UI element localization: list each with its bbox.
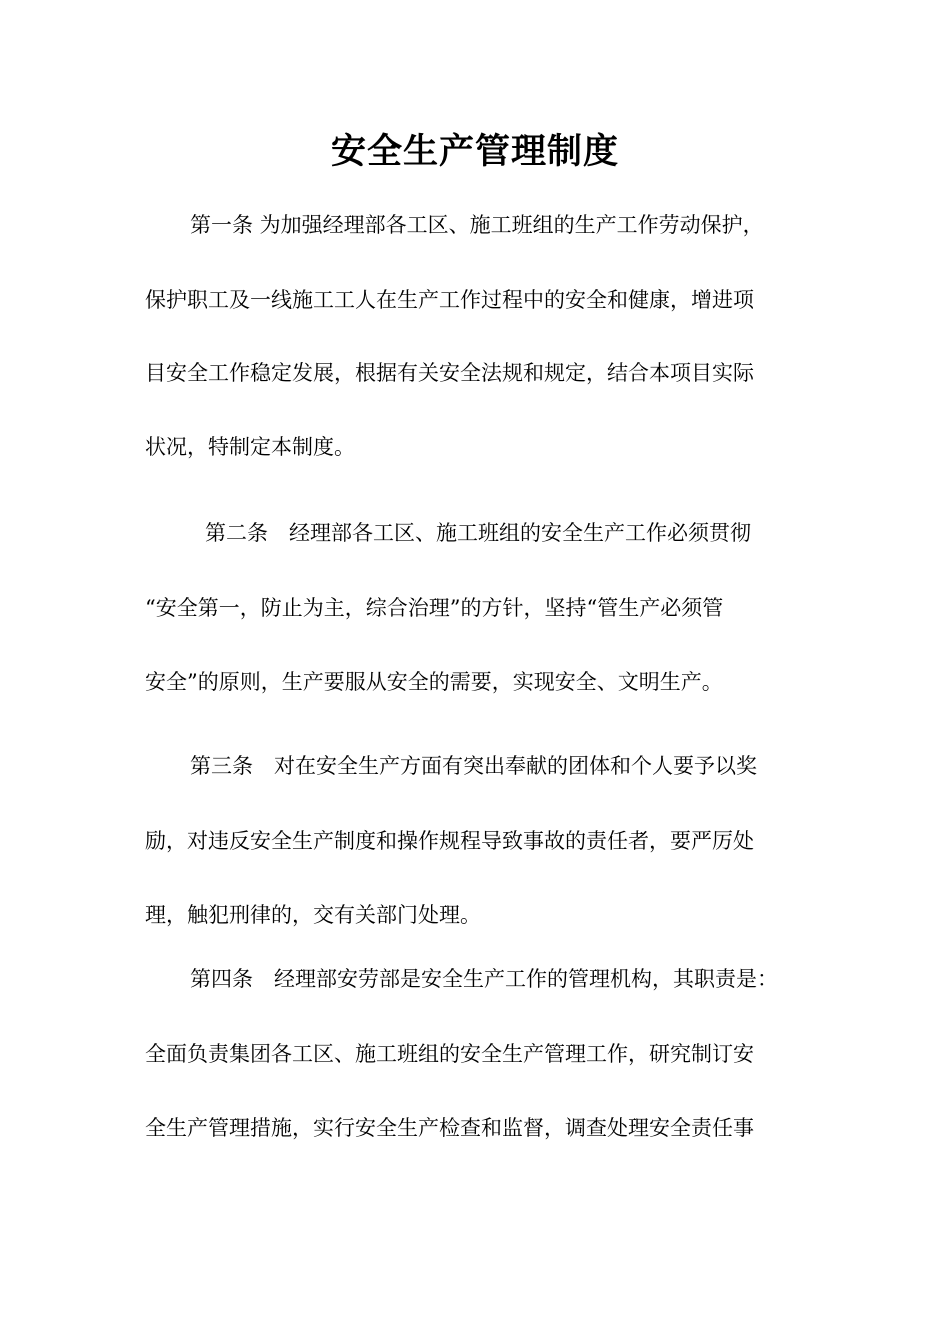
article-4-line-2: 全面负责集团各工区、施工班组的安全生产管理工作，研究制订安 xyxy=(145,1042,754,1066)
article-3-line-2: 励，对违反安全生产制度和操作规程导致事故的责任者，要严厉处 xyxy=(145,829,754,853)
article-1-line-1: 第一条 为加强经理部各工区、施工班组的生产工作劳动保护， xyxy=(190,213,764,237)
document-title: 安全生产管理制度 xyxy=(330,132,619,172)
article-2-line-2: “安全第一，防止为主，综合治理”的方针，坚持“管生产必须管 xyxy=(145,596,724,620)
article-4-line-3: 全生产管理措施，实行安全生产检查和监督，调查处理安全责任事 xyxy=(145,1116,754,1140)
article-3-line-1: 第三条 对在安全生产方面有突出奉献的团体和个人要予以奖 xyxy=(190,754,757,778)
article-4-line-1: 第四条 经理部安劳部是安全生产工作的管理机构，其职责是： xyxy=(190,967,778,991)
article-2-line-3: 安全”的原则，生产要服从安全的需要，实现安全、文明生产。 xyxy=(145,670,723,694)
article-1-line-3: 目安全工作稳定发展，根据有关安全法规和规定，结合本项目实际 xyxy=(145,361,754,385)
article-2-line-1: 第二条 经理部各工区、施工班组的安全生产工作必须贯彻 xyxy=(205,521,751,545)
article-3-line-3: 理，触犯刑律的，交有关部门处理。 xyxy=(145,903,481,927)
article-1-line-4: 状况，特制定本制度。 xyxy=(145,435,355,459)
article-1-line-2: 保护职工及一线施工工人在生产工作过程中的安全和健康，增进项 xyxy=(145,288,754,312)
